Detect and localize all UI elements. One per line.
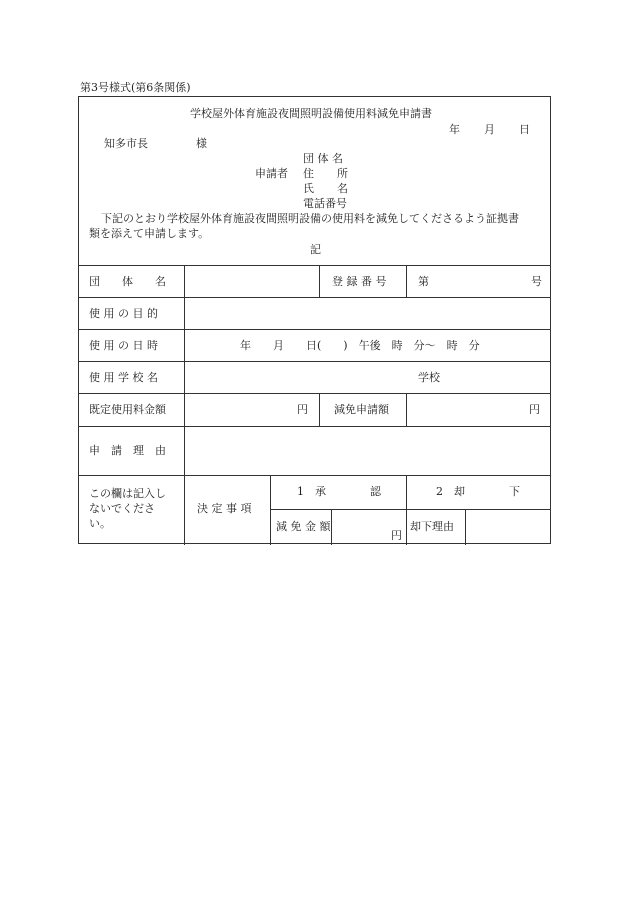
phone-label: 電話番号 (303, 197, 347, 210)
date-month: 月 (484, 123, 495, 136)
fee-label: 既定使用料金額 (89, 403, 166, 416)
rule-line (79, 297, 550, 298)
reduced-amount-label: 減 免 金 額 (276, 520, 331, 533)
reduced-amount-unit: 円 (391, 529, 402, 542)
rule-line (79, 361, 550, 362)
application-form (78, 96, 551, 544)
reason-label: 申 請 理 由 (89, 444, 166, 457)
purpose-label: 使 用 の 目 的 (89, 307, 158, 320)
office-note-line-2: ないでくださ (89, 502, 155, 515)
fee-unit: 円 (297, 403, 308, 416)
rule-line (79, 393, 550, 394)
reject-reason-label: 却下理由 (410, 520, 454, 533)
reduction-unit: 円 (529, 403, 540, 416)
reject-option: 2 却 下 (436, 485, 520, 498)
reduction-label: 減免申請額 (334, 403, 389, 416)
datetime-label: 使 用 の 日 時 (89, 339, 158, 352)
office-note-line-1: この欄は記入し (89, 487, 166, 500)
rule-line (79, 475, 550, 476)
rule-line (270, 509, 550, 510)
rule-line (79, 329, 550, 330)
name-label-1: 氏 (303, 182, 314, 195)
approve-option: 1 承 認 (297, 485, 381, 498)
honorific: 様 (196, 137, 207, 150)
reg-no-suffix: 号 (531, 275, 542, 288)
column-line (406, 265, 407, 297)
org-name-label: 団 体 名 (303, 152, 343, 165)
column-line (319, 265, 320, 297)
column-line (406, 393, 407, 426)
school-suffix: 学校 (418, 371, 440, 384)
request-text-line-2: 類を添えて申請します。 (89, 227, 210, 240)
decision-label: 決 定 事 項 (197, 502, 252, 515)
date-day: 日 (519, 123, 530, 136)
form-title: 学校屋外体育施設夜間照明設備使用料減免申請書 (190, 107, 432, 120)
ki-marker: 記 (310, 243, 321, 256)
datetime-value: 年 月 日( ) 午後 時 分〜 時 分 (240, 339, 480, 352)
name-label-2: 名 (337, 182, 348, 195)
school-label: 使 用 学 校 名 (89, 371, 158, 384)
applicant-label: 申請者 (255, 167, 288, 180)
rule-line (79, 265, 550, 266)
address-label-2: 所 (337, 167, 348, 180)
reg-no-prefix: 第 (418, 275, 429, 288)
rule-line (79, 426, 550, 427)
form-number: 第3号様式(第6条関係) (80, 81, 191, 94)
column-line (465, 509, 466, 545)
column-line (270, 475, 271, 545)
column-line (184, 265, 185, 545)
address-label-1: 住 (303, 167, 314, 180)
addressee: 知多市長 (104, 137, 148, 150)
date-year: 年 (449, 123, 460, 136)
column-line (331, 509, 332, 545)
org-name-header: 団 体 名 (89, 275, 166, 288)
column-line (319, 393, 320, 426)
request-text-line-1: 下記のとおり学校屋外体育施設夜間照明設備の使用料を減免してくださるよう証拠書 (101, 212, 519, 225)
reg-no-label: 登 録 番 号 (332, 275, 387, 288)
column-line (406, 475, 407, 545)
office-note-line-3: い。 (89, 517, 111, 530)
